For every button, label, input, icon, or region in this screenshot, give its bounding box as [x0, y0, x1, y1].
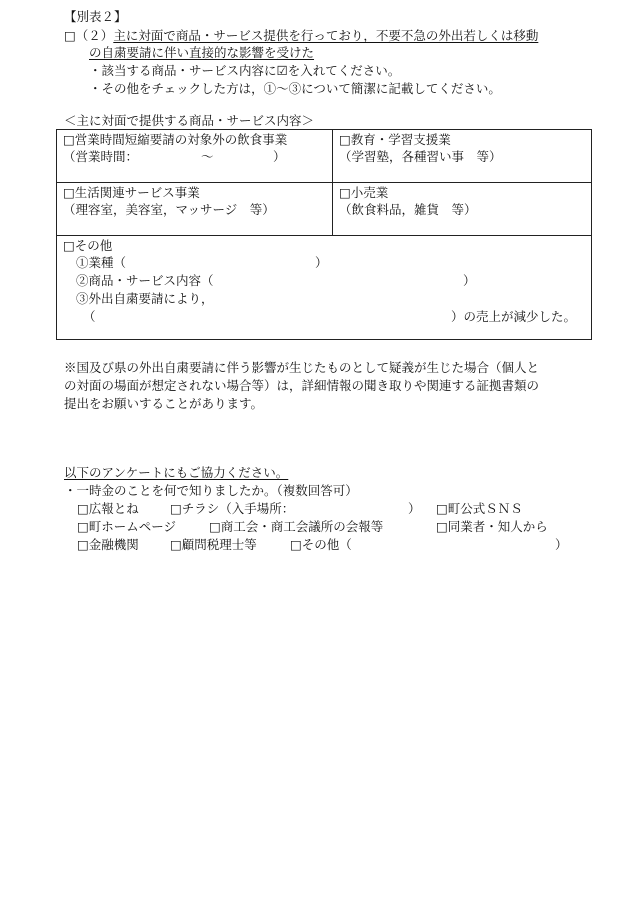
other-request-label: ③外出自粛要請により， — [76, 291, 214, 306]
cell-lifestyle[interactable] — [57, 183, 333, 236]
survey-question: ・一時金のことを何で知りましたか。（複数回答可） — [64, 483, 358, 498]
other-industry-label: ①業種（ — [76, 255, 127, 270]
retail-title: □小売業 — [339, 185, 389, 200]
option-town-sns[interactable]: □町公式ＳＮＳ — [436, 501, 523, 516]
education-examples: （学習塾，各種習い事 等） — [339, 148, 502, 164]
note-line-1: ※国及び県の外出自粛要請に伴う影響が生じたものとして疑義が生じた場合（個人と — [64, 360, 540, 375]
cell-other[interactable] — [57, 236, 592, 340]
retail-examples: （飲食料品，雑貨 等） — [339, 201, 477, 217]
option-flyer-close: ） — [408, 501, 421, 516]
option-town-homepage[interactable]: □町ホームページ — [77, 519, 177, 534]
other-sales-close: ）の売上が減少した。 — [451, 309, 577, 324]
table-row — [57, 236, 592, 340]
option-tax-accountant[interactable]: □顧問税理士等 — [170, 537, 257, 552]
table-row — [57, 130, 592, 183]
instruction-1: ・該当する商品・サービス内容に☑を入れてください。 — [89, 63, 401, 78]
food-service-hours-sep: ～ — [201, 148, 214, 164]
option-peers[interactable]: □同業者・知人から — [436, 519, 548, 534]
food-service-hours-label: （営業時間： — [63, 148, 139, 164]
service-type-table — [56, 129, 592, 340]
section-checkbox-prefix[interactable]: □（２） — [64, 28, 114, 43]
other-content-label: ②商品・サービス内容（ — [76, 273, 214, 288]
table-row — [57, 183, 592, 236]
food-service-title: □営業時間短縮要請の対象外の飲食事業 — [63, 132, 288, 147]
cell-education[interactable] — [333, 130, 592, 183]
food-service-hours-close: ） — [273, 148, 286, 164]
table-caption: ＜主に対面で提供する商品・サービス内容＞ — [64, 113, 315, 128]
other-content-close: ） — [463, 273, 476, 288]
option-flyer[interactable]: □チラシ（入手場所： — [170, 501, 295, 516]
option-other[interactable]: □その他（ — [290, 537, 352, 552]
option-kouhou[interactable]: □広報とね — [77, 501, 139, 516]
other-title: □その他 — [63, 238, 113, 253]
option-chamber-bulletin[interactable]: □商工会・商工会議所の会報等 — [209, 519, 384, 534]
section-title-text-1: 主に対面で商品・サービス提供を行っており，不要不急の外出若しくは移動 — [113, 28, 539, 43]
cell-food-service[interactable] — [57, 130, 333, 183]
survey-title: 以下のアンケートにもご協力ください。 — [64, 465, 289, 480]
section-title-line2: の自粛要請に伴い直接的な影響を受けた — [89, 45, 315, 60]
education-title: □教育・学習支援業 — [339, 132, 451, 147]
option-other-close: ） — [555, 537, 568, 552]
attachment-label: 【別表２】 — [64, 9, 127, 24]
section-title-line1 — [64, 28, 538, 45]
instruction-2: ・その他をチェックした方は，①～③について簡潔に記載してください。 — [89, 81, 501, 96]
other-industry-close: ） — [315, 255, 328, 270]
note-line-3: 提出をお願いすることがあります。 — [64, 396, 264, 411]
lifestyle-examples: （理容室，美容室，マッサージ 等） — [63, 201, 275, 217]
cell-retail[interactable] — [333, 183, 592, 236]
note-line-2: の対面の場面が想定されない場合等）は，詳細情報の聞き取りや関連する証拠書類の — [64, 378, 540, 393]
other-sales-open: （ — [83, 309, 96, 324]
lifestyle-title: □生活関連サービス事業 — [63, 185, 200, 200]
option-bank[interactable]: □金融機関 — [77, 537, 139, 552]
